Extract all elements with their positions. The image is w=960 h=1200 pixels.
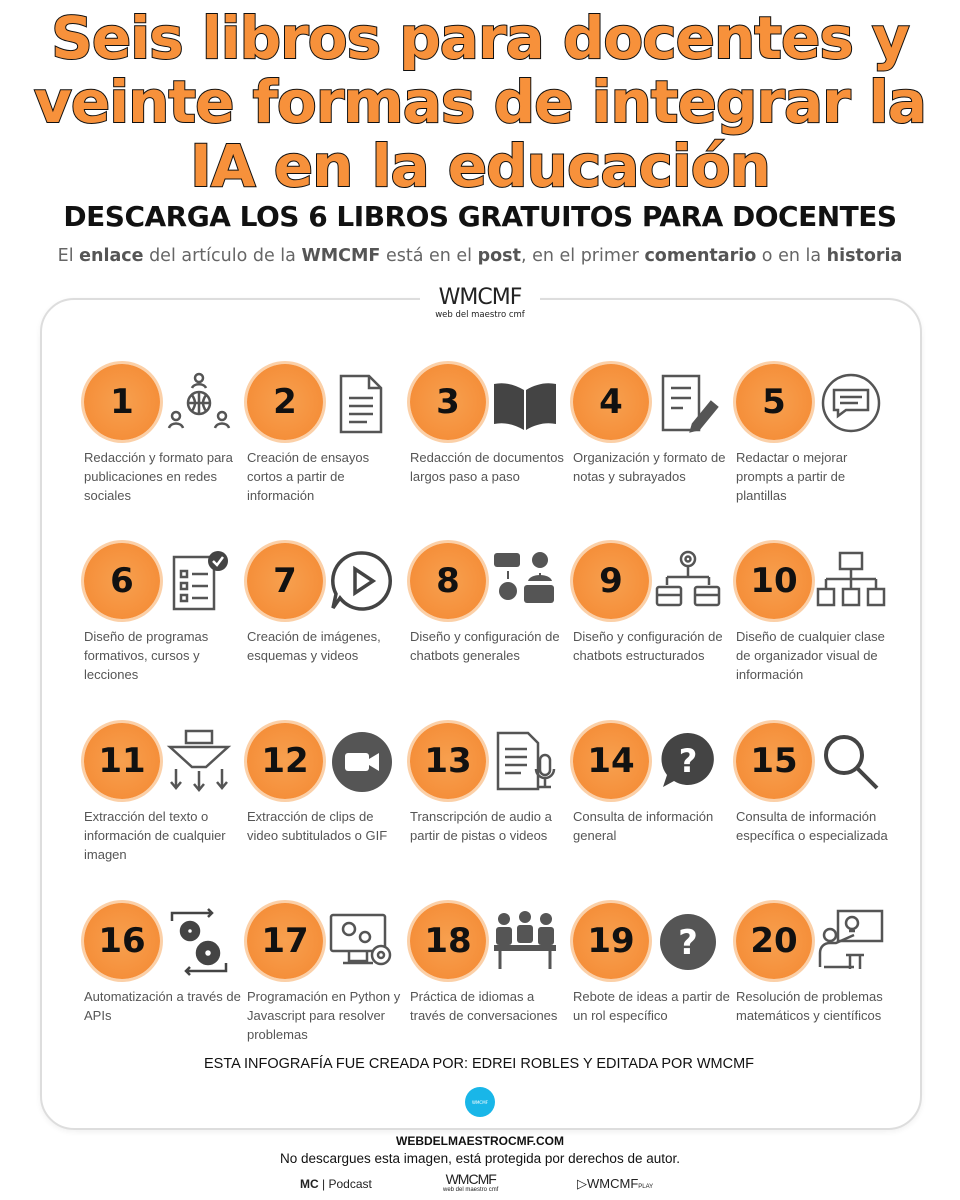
link-instructions: El enlace del artículo de la WMCMF está en el post, en el primer comentario o en la historia	[57, 246, 903, 266]
item-label: Rebote de ideas a partir de un rol específico	[573, 989, 730, 1023]
monitor-gears-icon	[327, 907, 397, 977]
item-label: Programación en Python y Javascript para resolver problemas	[247, 989, 401, 1042]
item-label: Redactar o mejorar prompts a partir de plantillas	[736, 450, 848, 503]
item-label: Práctica de idiomas a través de conversaciones	[410, 989, 558, 1023]
number-badge: 14	[573, 723, 649, 799]
number-badge: 4	[573, 364, 649, 440]
number-badge: 20	[736, 903, 812, 979]
wmcmf-logo: WMCMF web del maestro cmf	[420, 286, 540, 326]
number-badge: 7	[247, 543, 323, 619]
magnifier-icon	[816, 727, 886, 797]
title-line-3: IA en la educación	[190, 132, 770, 200]
number-badge: 2	[247, 364, 323, 440]
chat-refresh-icon	[816, 368, 886, 438]
number-badge: 10	[736, 543, 812, 619]
teacher-board-icon	[816, 907, 886, 977]
item-label: Diseño y configuración de chatbots generales	[410, 629, 560, 663]
social-network-icon	[164, 368, 234, 438]
question-chat-icon	[653, 727, 723, 797]
title-line-2: veinte formas de integrar la	[34, 68, 926, 136]
copyright-notice: No descargues esta imagen, está protegida por derechos de autor.	[279, 1151, 680, 1166]
item-label: Transcripción de audio a partir de pistas o videos	[410, 809, 552, 843]
number-badge: 9	[573, 543, 649, 619]
number-badge: 15	[736, 723, 812, 799]
item-label: Creación de imágenes, esquemas y videos	[247, 629, 381, 663]
item-label: Extracción del texto o información de cualquier imagen	[84, 809, 226, 862]
book-icon	[490, 368, 560, 438]
podcast-logo: MC | Podcast	[300, 1177, 372, 1191]
question-circle-icon	[653, 907, 723, 977]
item-label: Consulta de información general	[573, 809, 714, 843]
number-badge: 13	[410, 723, 486, 799]
item-label: Diseño y configuración de chatbots estructurados	[573, 629, 723, 663]
wmcmf-play-logo: ▷WMCMFPLAY	[577, 1176, 654, 1191]
item-label: Diseño de cualquier clase de organizador visual de información	[736, 629, 885, 682]
item-label: Organización y formato de notas y subrayados	[573, 450, 726, 484]
meeting-icon	[490, 907, 560, 977]
checklist-icon	[164, 547, 234, 617]
play-icon: ▷	[577, 1176, 587, 1191]
funnel-icon	[164, 727, 234, 797]
item-label: Consulta de información específica o especializada	[736, 809, 888, 843]
gears-cycle-icon	[164, 907, 234, 977]
item-label: Redacción de documentos largos paso a paso	[410, 450, 564, 484]
subtitle: DESCARGA LOS 6 LIBROS GRATUITOS PARA DOCENTES	[63, 200, 897, 233]
svg-text:?: ?	[678, 923, 698, 963]
number-badge: 19	[573, 903, 649, 979]
main-title	[0, 6, 960, 198]
org-chart-icon	[816, 547, 886, 617]
transcription-mic-icon	[490, 727, 560, 797]
number-badge: 6	[84, 543, 160, 619]
item-label: Creación de ensayos cortos a partir de información	[247, 450, 370, 503]
number-badge: 16	[84, 903, 160, 979]
number-badge: 8	[410, 543, 486, 619]
item-label: Diseño de programas formativos, cursos y lecciones	[84, 629, 209, 682]
title-line-1: Seis libros para docentes y	[51, 4, 909, 72]
number-badge: 3	[410, 364, 486, 440]
chatbot-icon	[490, 547, 560, 617]
footer-wmcmf-logo: WMCMF web del maestro cmf	[443, 1171, 499, 1193]
number-badge: 1	[84, 364, 160, 440]
number-badge: 11	[84, 723, 160, 799]
notes-edit-icon	[653, 368, 723, 438]
number-badge: 12	[247, 723, 323, 799]
item-label: Automatización a través de APIs	[84, 989, 241, 1023]
number-badge: 18	[410, 903, 486, 979]
website-link[interactable]: WEBDELMAESTROCMF.COM	[396, 1134, 564, 1148]
document-icon	[327, 368, 397, 438]
credit-text: ESTA INFOGRAFÍA FUE CREADA POR: EDREI ROBLES Y EDITADA POR WMCMF	[203, 1056, 755, 1072]
video-camera-icon	[327, 727, 397, 797]
structured-bot-icon	[653, 547, 723, 617]
item-label: Redacción y formato para publicaciones en redes sociales	[84, 450, 233, 503]
play-chat-icon	[327, 547, 397, 617]
number-badge: 5	[736, 364, 812, 440]
item-label: Resolución de problemas matemáticos y científicos	[736, 989, 883, 1023]
number-badge: 17	[247, 903, 323, 979]
svg-text:?: ?	[678, 742, 698, 780]
item-label: Extracción de clips de video subtitulados o GIF	[247, 809, 388, 843]
wmcmf-badge: WMCMF	[465, 1087, 495, 1117]
